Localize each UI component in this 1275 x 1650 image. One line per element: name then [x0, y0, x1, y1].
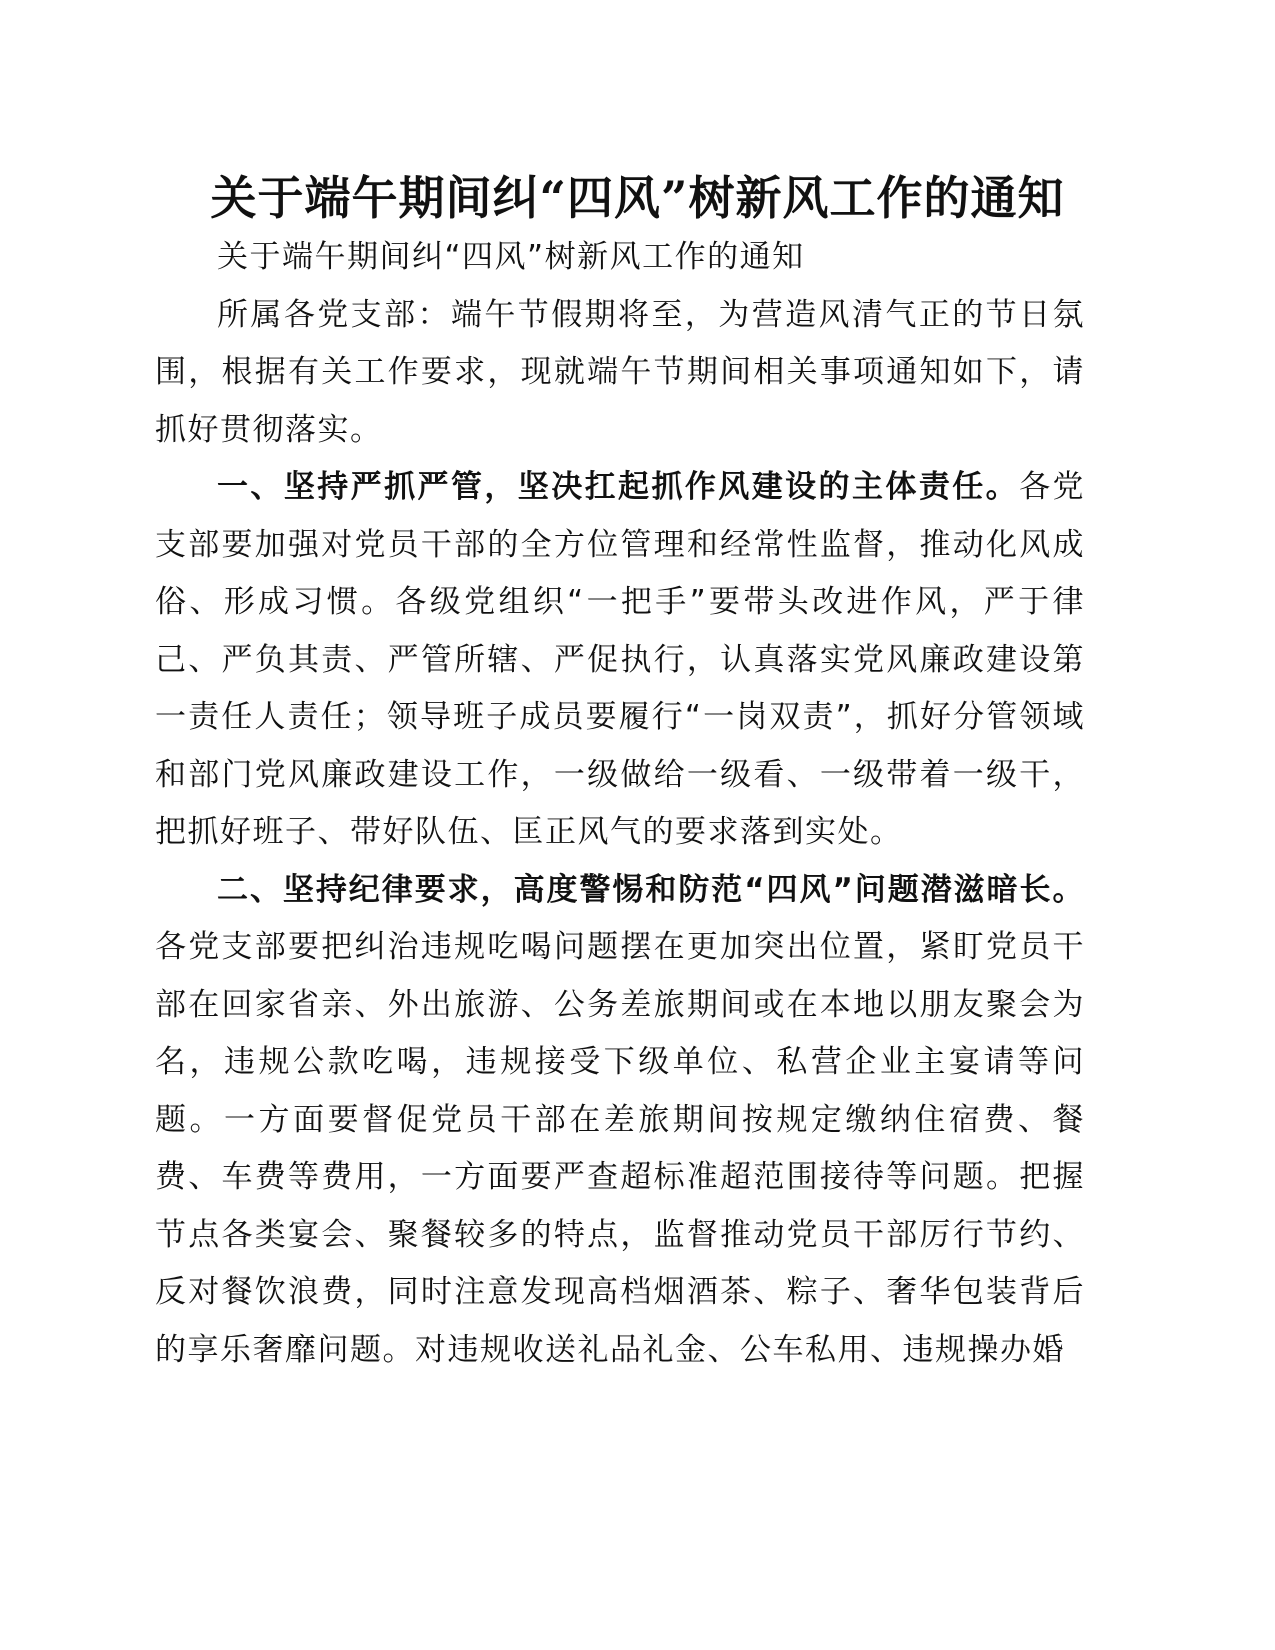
section-2-text: 各党支部要把纠治违规吃喝问题摆在更加突出位置，紧盯党员干部在回家省亲、外出旅游、公务差旅期间或在本地以朋友聚会为名，违规公款吃喝，违规接受下级单位、私营企业主宴请等问题。一方面要督促党员干部在差旅期间按规定缴纳住宿费、餐费、车费等费用，一方面要严查超标准超范围接待等问题。把握节点各类宴会、聚餐较多的特点，监督推动党员干部厉行节约、反对餐饮浪费，同时注意发现高档烟酒茶、粽子、奢华包装背后的享乐奢靡问题。对违规收送礼品礼金、公车私用、违规操办婚: [155, 929, 1085, 1368]
section-2-heading: 二、坚持纪律要求，高度警惕和防范“四风”问题潜滋暗长。: [217, 871, 1085, 908]
section-1-text: 各党支部要加强对党员干部的全方位管理和经常性监督，推动化风成俗、形成习惯。各级党组织“一把手”要带头改进作风，严于律己、严负其责、严管所辖、严促执行，认真落实党风廉政建设第一责任人责任；领导班子成员要履行“一岗双责”，抓好分管领域和部门党风廉政建设工作，一级做给一级看、一级带着一级干，把抓好班子、带好队伍、匡正风气的要求落到实处。: [155, 469, 1085, 850]
subtitle-paragraph: 关于端午期间纠“四风”树新风工作的通知: [217, 239, 805, 275]
intro-paragraph: 所属各党支部：端午节假期将至，为营造风清气正的节日氛围，根据有关工作要求，现就端午节期间相关事项通知如下，请抓好贯彻落实。: [155, 296, 1085, 448]
section-1-heading: 一、坚持严抓严管，坚决扛起抓作风建设的主体责任。: [217, 469, 1020, 505]
section-1-paragraph: [155, 459, 1085, 862]
section-2-paragraph: [155, 862, 1085, 1380]
document-body: [155, 229, 1085, 1379]
document-title: 关于端午期间纠“四风”树新风工作的通知: [210, 171, 1065, 225]
